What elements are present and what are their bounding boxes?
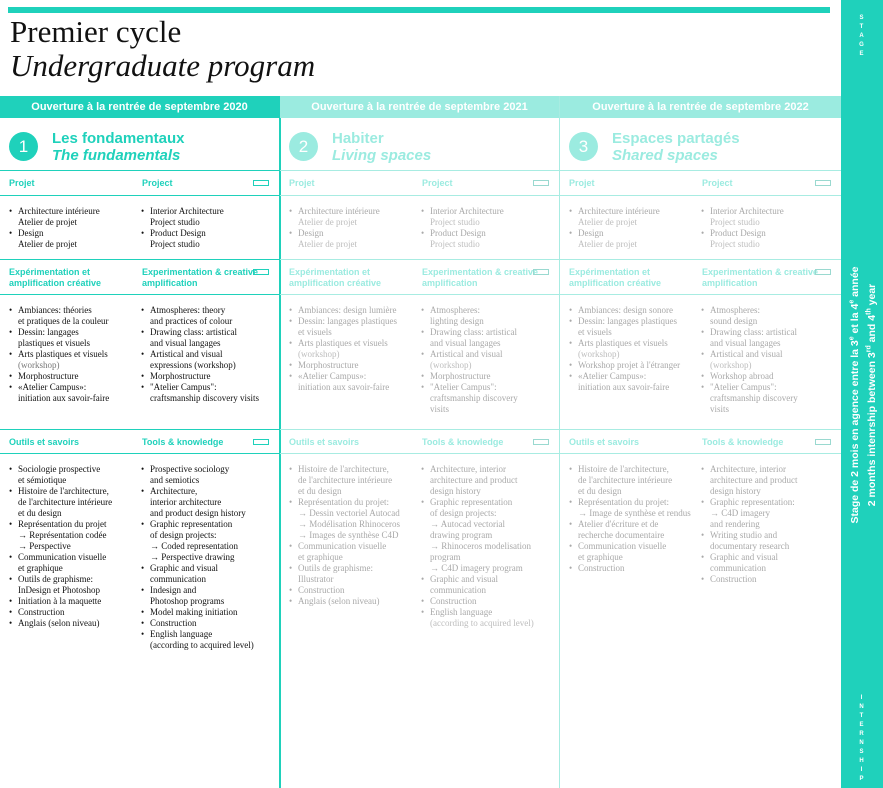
top-accent-bar [8,7,830,13]
course-item: • «Atelier Campus»: [289,371,417,382]
section-body-project [280,196,559,260]
course-item: • Anglais (selon niveau) [9,618,137,629]
course-item-detail: communication [710,563,766,573]
course-list-fr [9,305,137,404]
course-item: • Architecture intérieure [289,206,417,217]
course-item-detail: recherche documentaire [578,530,665,540]
section-title-en: Experimentation & creative amplification [702,267,819,288]
course-item: • Anglais (selon niveau) [289,596,417,607]
course-item: • Morphostructure [289,360,417,371]
internship-letter: T [859,713,865,719]
internship-letter: H [859,758,865,764]
theme-block [280,118,559,171]
course-item: • Interior Architecture [421,206,559,217]
course-item: • Drawing class: artistical [141,327,279,338]
section-title-fr: Outils et savoirs [569,437,640,447]
course-list-fr [289,464,417,607]
course-list-fr [569,464,697,574]
theme-title-en: Shared spaces [612,147,718,164]
course-item-detail: initiation aux savoir-faire [18,393,110,403]
course-item: • "Atelier Campus": [701,382,839,393]
course-item-detail: design history [710,486,761,496]
course-item: • Design [289,228,417,239]
course-item-detail: Project studio [710,217,760,227]
course-item-detail: et graphique [298,552,343,562]
internship-note [846,205,879,585]
course-item: • Arts plastiques et visuels [289,338,417,349]
course-item-detail: Photoshop programs [150,596,225,606]
course-item-detail: and visual langages [150,338,221,348]
course-item-detail: (according to acquired level) [150,640,254,650]
internship-vertical-label [841,694,883,784]
course-item: • Graphic and visual [421,574,559,585]
section-title-fr: Outils et savoirs [289,437,360,447]
course-item-detail: Atelier de projet [298,239,357,249]
internship-letter: I [860,695,864,701]
theme-title-en: The fundamentals [52,147,181,164]
course-item: • Interior Architecture [701,206,839,217]
course-item: • Représentation du projet: [289,497,417,508]
course-item: • Architecture intérieure [9,206,137,217]
course-item-detail: craftsmanship discovery [710,393,798,403]
section-body-experimentation [0,295,279,430]
section-header-tools [280,430,559,454]
section-title-en: Project [142,178,173,188]
course-item: • Workshop abroad [701,371,839,382]
section-title-en: Experimentation & creative amplification [422,267,539,288]
course-item-detail: et du design [18,508,62,518]
course-item-detail: of design projects: [150,530,217,540]
course-item: • Sociologie prospective [9,464,137,475]
course-item: • «Atelier Campus»: [9,382,137,393]
internship-note-fr: Stage de 2 mois en agence entre la 3e et la 4e année [848,266,861,524]
opening-date-header: Ouverture à la rentrée de septembre 2021 [280,96,559,118]
course-item-detail: initiation aux savoir-faire [298,382,390,392]
course-item-detail: design history [430,486,481,496]
theme-block [560,118,841,171]
course-item-detail: Atelier de projet [18,239,77,249]
course-item: • Dessin: langages plastiques [569,316,697,327]
course-list-fr [9,206,137,250]
year-column-1 [0,96,281,788]
stage-vertical-label [841,14,883,59]
section-header-project [0,171,279,196]
course-item: • Communication visuelle [289,541,417,552]
section-title-fr: Expérimentation et amplification créative [289,267,382,288]
course-item: • "Atelier Campus": [421,382,559,393]
course-item: • Drawing class: artistical [421,327,559,338]
year-column-2 [280,96,560,788]
course-item-detail: documentary research [710,541,790,551]
course-list-en [141,464,279,651]
stage-letter: T [859,24,865,30]
course-list-fr [9,464,137,629]
internship-letter: R [859,731,865,737]
course-item-detail: Atelier de projet [578,217,637,227]
internship-letter: P [859,776,865,782]
course-list-en [141,305,279,404]
course-item-detail: → Perspective [18,541,71,551]
course-item-detail: → Image de synthèse et rendus [578,508,691,518]
course-list-en [421,464,559,629]
section-body-project [560,196,841,260]
course-item-detail: de l'architecture intérieure [578,475,673,485]
course-list-fr [289,305,417,393]
course-item-detail: and semiotics [150,475,200,485]
course-item-detail: architecture and product [430,475,518,485]
theme-title-en: Living spaces [332,147,432,164]
section-body-experimentation [560,295,841,430]
course-item: • Dessin: langages plastiques [289,316,417,327]
course-item-detail: et sémiotique [18,475,67,485]
course-item: • Morphostructure [421,371,559,382]
course-item: • Graphic and visual [141,563,279,574]
course-item: • Design [569,228,697,239]
course-list-en [421,305,559,415]
course-item-detail: initiation aux savoir-faire [578,382,670,392]
section-body-tools [560,454,841,769]
section-title-en: Tools & knowledge [422,437,504,447]
course-item-detail: → Représentation codée [18,530,107,540]
course-item-detail: et graphique [18,563,63,573]
course-item-detail: and rendering [710,519,760,529]
course-item: • Histoire de l'architecture, [289,464,417,475]
course-item-detail: et du design [578,486,622,496]
section-title-en: Project [702,178,733,188]
course-item-detail: plastiques et visuels [18,338,90,348]
section-title-en: Project [422,178,453,188]
course-item-detail: (workshop) [18,360,60,370]
course-item-detail: and visual langages [430,338,501,348]
course-item: • Architecture, [141,486,279,497]
course-item-detail: Project studio [150,217,200,227]
theme-title-fr: Espaces partagés [612,130,740,147]
course-item-detail: (workshop) [710,360,752,370]
section-header-project [560,171,841,196]
course-item-detail: et graphique [578,552,623,562]
course-item: • Product Design [141,228,279,239]
course-item-detail: of design projects: [430,508,497,518]
course-item-detail: → Rhinoceros modelisation [430,541,531,551]
course-item: • Outils de graphisme: [9,574,137,585]
course-item: • Graphic representation: [701,497,839,508]
year-number-badge: 2 [289,132,318,161]
course-item: • Graphic representation [141,519,279,530]
section-title-fr: Expérimentation et amplification créative [9,267,102,288]
course-item: • «Atelier Campus»: [569,371,697,382]
year-column-3 [560,96,841,788]
section-title-en: Tools & knowledge [142,437,224,447]
course-item-detail: sound design [710,316,758,326]
course-item-detail: → Autocad vectorial [430,519,505,529]
page-title-en: Undergraduate program [10,48,316,83]
course-item: • English language [421,607,559,618]
course-item-detail: Atelier de projet [578,239,637,249]
course-item-detail: → Modélisation Rhinoceros [298,519,400,529]
internship-letter: S [859,749,865,755]
course-item: • Construction [141,618,279,629]
course-item: • Artistical and visual [701,349,839,360]
course-list-fr [569,206,697,250]
book-icon [533,180,549,186]
course-item: • Artistical and visual [421,349,559,360]
book-icon [815,180,831,186]
course-item-detail: and visual langages [710,338,781,348]
section-header-tools [0,430,279,454]
course-item-detail: craftsmanship discovery [430,393,518,403]
section-body-experimentation [280,295,559,430]
course-list-en [421,206,559,250]
course-item-detail: architecture and product [710,475,798,485]
year-number-badge: 1 [9,132,38,161]
course-item: • Graphic representation [421,497,559,508]
course-item-detail: et visuels [578,327,612,337]
course-item-detail: → Coded representation [150,541,238,551]
course-item-detail: program [430,552,461,562]
course-item-detail: (workshop) [430,360,472,370]
course-item-detail: (according to acquired level) [430,618,534,628]
course-item-detail: expressions (workshop) [150,360,236,370]
section-body-project [0,196,279,260]
course-list-fr [289,206,417,250]
course-item: • Architecture intérieure [569,206,697,217]
course-item: • Représentation du projet [9,519,137,530]
internship-letter: E [859,722,865,728]
course-item-detail: craftsmanship discovery visits [150,393,259,403]
course-item: • Ambiances: design lumière [289,305,417,316]
course-list-en [701,206,839,250]
course-item: • Histoire de l'architecture, [9,486,137,497]
course-item-detail: communication [150,574,206,584]
course-item: • Construction [289,585,417,596]
course-item-detail: Project studio [150,239,200,249]
course-item-detail: → C4D imagery [710,508,770,518]
course-item: • Arts plastiques et visuels [569,338,697,349]
course-item: • Construction [421,596,559,607]
stage-letter: G [859,42,865,48]
course-item: • Model making initiation [141,607,279,618]
theme-block [0,118,279,171]
course-item-detail: (workshop) [298,349,340,359]
book-icon [533,439,549,445]
course-item-detail: communication [430,585,486,595]
section-header-project [280,171,559,196]
page-title-fr: Premier cycle [10,14,182,49]
course-item-detail: visits [710,404,730,414]
course-item: • Product Design [421,228,559,239]
section-title-fr: Projet [289,178,315,188]
section-title-en: Experimentation & creative amplification [142,267,259,288]
course-item-detail: de l'architecture intérieure [298,475,393,485]
course-item-detail: Illustrator [298,574,334,584]
course-item-detail: → Dessin vectoriel Autocad [298,508,400,518]
course-item: • English language [141,629,279,640]
section-header-tools [560,430,841,454]
course-item: • Drawing class: artistical [701,327,839,338]
theme-title-fr: Les fondamentaux [52,130,185,147]
course-item-detail: visits [430,404,450,414]
course-item: • Writing studio and [701,530,839,541]
course-item-detail: et du design [298,486,342,496]
course-list-fr [569,305,697,393]
course-item-detail: interior architecture [150,497,222,507]
course-item-detail: Project studio [430,239,480,249]
course-item: • Représentation du projet: [569,497,697,508]
course-item: • Atelier d'écriture et de [569,519,697,530]
course-item-detail: → Perspective drawing [150,552,235,562]
course-item-detail: → C4D imagery program [430,563,523,573]
stage-letter: E [859,51,865,57]
course-item: • Prospective sociology [141,464,279,475]
course-item-detail: drawing program [430,530,493,540]
course-item: • Communication visuelle [569,541,697,552]
course-item: • Artistical and visual [141,349,279,360]
internship-letter: I [860,767,864,773]
stage-letter: S [859,15,865,21]
internship-letter: N [859,704,865,710]
section-title-fr: Expérimentation et amplification créative [569,267,662,288]
book-icon [533,269,549,275]
course-item: • Construction [701,574,839,585]
course-item-detail: lighting design [430,316,484,326]
course-item: • Atmospheres: [701,305,839,316]
course-item: • Morphostructure [9,371,137,382]
course-list-en [701,464,839,585]
internship-sidebar [841,0,883,788]
section-title-fr: Projet [569,178,595,188]
book-icon [815,269,831,275]
course-item: • "Atelier Campus": [141,382,279,393]
year-number-badge: 3 [569,132,598,161]
course-item: • Architecture, interior [421,464,559,475]
section-body-tools [0,454,279,769]
opening-date-header: Ouverture à la rentrée de septembre 2022 [560,96,841,118]
section-header-experimentation [280,260,559,295]
course-item: • Architecture, interior [701,464,839,475]
section-title-fr: Outils et savoirs [9,437,80,447]
theme-title-fr: Habiter [332,130,384,147]
section-title-fr: Projet [9,178,35,188]
course-item: • Initiation à la maquette [9,596,137,607]
course-item: • Communication visuelle [9,552,137,563]
course-item: • Ambiances: théories [9,305,137,316]
section-header-experimentation [0,260,279,295]
course-item-detail: and product design history [150,508,246,518]
course-item: • Atmospheres: [421,305,559,316]
section-body-tools [280,454,559,769]
course-item-detail: (workshop) [578,349,620,359]
course-item-detail: Project studio [710,239,760,249]
course-item: • Ambiances: design sonore [569,305,697,316]
book-icon [253,439,269,445]
course-item-detail: Atelier de projet [298,217,357,227]
course-item-detail: Project studio [430,217,480,227]
course-item-detail: → Images de synthèse C4D [298,530,399,540]
course-item: • Graphic and visual [701,552,839,563]
course-item: • Construction [9,607,137,618]
internship-note-en: 2 months intenrship between 3rd and 4th year [865,283,878,507]
course-item-detail: et pratiques de la couleur [18,316,109,326]
course-list-en [141,206,279,250]
stage-letter: A [859,33,865,39]
course-item-detail: InDesign et Photoshop [18,585,100,595]
course-item: • Design [9,228,137,239]
course-item: • Construction [569,563,697,574]
course-item: • Interior Architecture [141,206,279,217]
course-item: • Arts plastiques et visuels [9,349,137,360]
section-title-en: Tools & knowledge [702,437,784,447]
course-item-detail: de l'architecture intérieure [18,497,113,507]
course-item-detail: and practices of colour [150,316,233,326]
course-list-en [701,305,839,415]
course-item: • Product Design [701,228,839,239]
course-item: • Indesign and [141,585,279,596]
course-item-detail: Atelier de projet [18,217,77,227]
course-item: • Dessin: langages [9,327,137,338]
book-icon [815,439,831,445]
book-icon [253,269,269,275]
course-item: • Morphostructure [141,371,279,382]
internship-letter: N [859,740,865,746]
course-item: • Workshop projet à l'étranger [569,360,697,371]
opening-date-header: Ouverture à la rentrée de septembre 2020 [0,96,279,118]
course-item: • Atmospheres: theory [141,305,279,316]
course-item-detail: et visuels [298,327,332,337]
section-header-experimentation [560,260,841,295]
course-item: • Outils de graphisme: [289,563,417,574]
course-item: • Histoire de l'architecture, [569,464,697,475]
book-icon [253,180,269,186]
